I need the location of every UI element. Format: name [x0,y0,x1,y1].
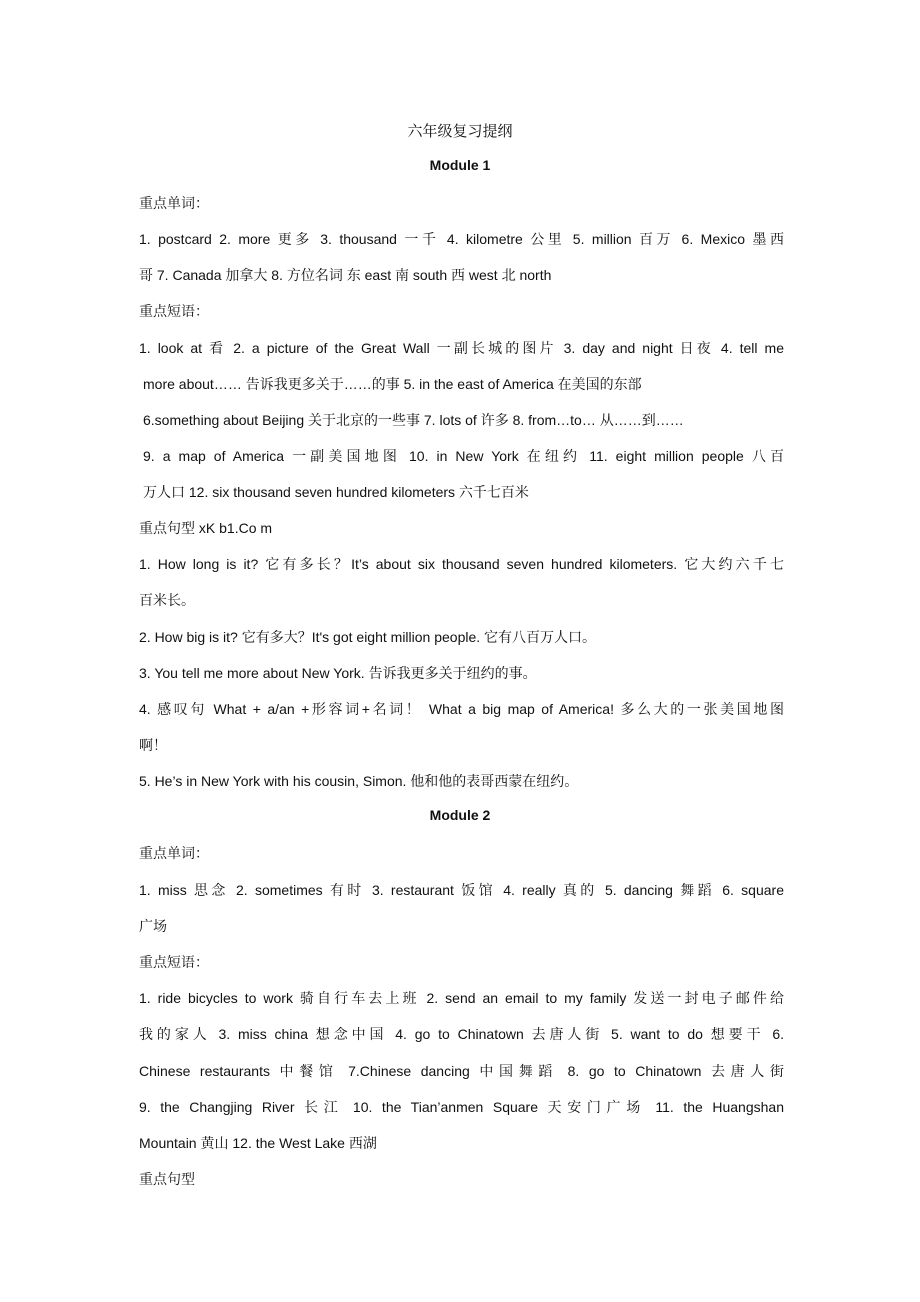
m1-sentence: 2. How big is it? 它有多大？It's got eight million people. 它有八百万人口。 [139,629,597,645]
m1-sentence: 啊！ [139,737,167,753]
m1-phrases-line: 9. a map of America 一副美国地图 10. in New York 在纽约 11. eight million people 八百 [143,448,784,464]
m1-phrases-line: more about…… 告诉我更多关于……的事 5. in the east of America 在美国的东部 [143,376,642,392]
m1-sentences-label: 重点句型 xK b1.Co m [139,520,273,536]
module-1-heading: Module 1 [429,157,491,173]
m2-sentences-label: 重点句型 [139,1171,195,1187]
m1-phrases-label: 重点短语： [139,303,209,319]
m1-words-label: 重点单词： [139,195,209,211]
m1-sentence: 1. How long is it? 它有多长？It’s about six thousand seven hundred kilometers. 它大约六千七 [139,556,784,572]
m1-phrases-line: 1. look at 看 2. a picture of the Great Wall 一副长城的图片 3. day and night 日夜 4. tell me [139,340,784,356]
m2-phrases-line: 我的家人 3. miss china 想念中国 4. go to Chinatown 去唐人街 5. want to do 想要干 6. [139,1026,784,1042]
m1-sentence: 5. He’s in New York with his cousin, Simon. 他和他的表哥西蒙在纽约。 [139,773,579,789]
m2-phrases-label: 重点短语： [139,954,209,970]
m1-sentence: 百米长。 [139,592,195,608]
module-2-heading: Module 2 [429,807,491,823]
m2-phrases-line: 9. the Changjing River 长江 10. the Tian’anmen Square 天安门广场 11. the Huangshan [139,1099,784,1115]
m1-phrases-line: 6.something about Beijing 关于北京的一些事 7. lots of 许多 8. from…to… 从……到…… [143,412,684,428]
m2-words-line: 广场 [139,918,167,934]
m1-words-line: 哥 7. Canada 加拿大 8. 方位名词 东 east 南 south 西 west 北 north [139,267,552,283]
page-title: 六年级复习提纲 [407,123,513,140]
m1-phrases-line: 万人口 12. six thousand seven hundred kilometers 六千七百米 [143,484,529,500]
m2-words-line: 1. miss 思念 2. sometimes 有时 3. restaurant 饭馆 4. really 真的 5. dancing 舞蹈 6. square [139,882,784,898]
m2-phrases-line: Chinese restaurants 中餐馆 7.Chinese dancing 中国舞蹈 8. go to Chinatown 去唐人街 [139,1063,784,1079]
m2-words-label: 重点单词： [139,845,209,861]
m2-phrases-line: 1. ride bicycles to work 骑自行车去上班 2. send an email to my family 发送一封电子邮件给 [139,990,784,1006]
m2-phrases-line: Mountain 黄山 12. the West Lake 西湖 [139,1135,377,1151]
m1-sentence: 4. 感叹句 What + a/an +形容词+名词！ What a big map of America! 多么大的一张美国地图 [139,701,784,717]
m1-words-line: 1. postcard 2. more 更多 3. thousand 一千 4. kilometre 公里 5. million 百万 6. Mexico 墨西 [139,231,784,247]
m1-sentence: 3. You tell me more about New York. 告诉我更多关于纽约的事。 [139,665,537,681]
